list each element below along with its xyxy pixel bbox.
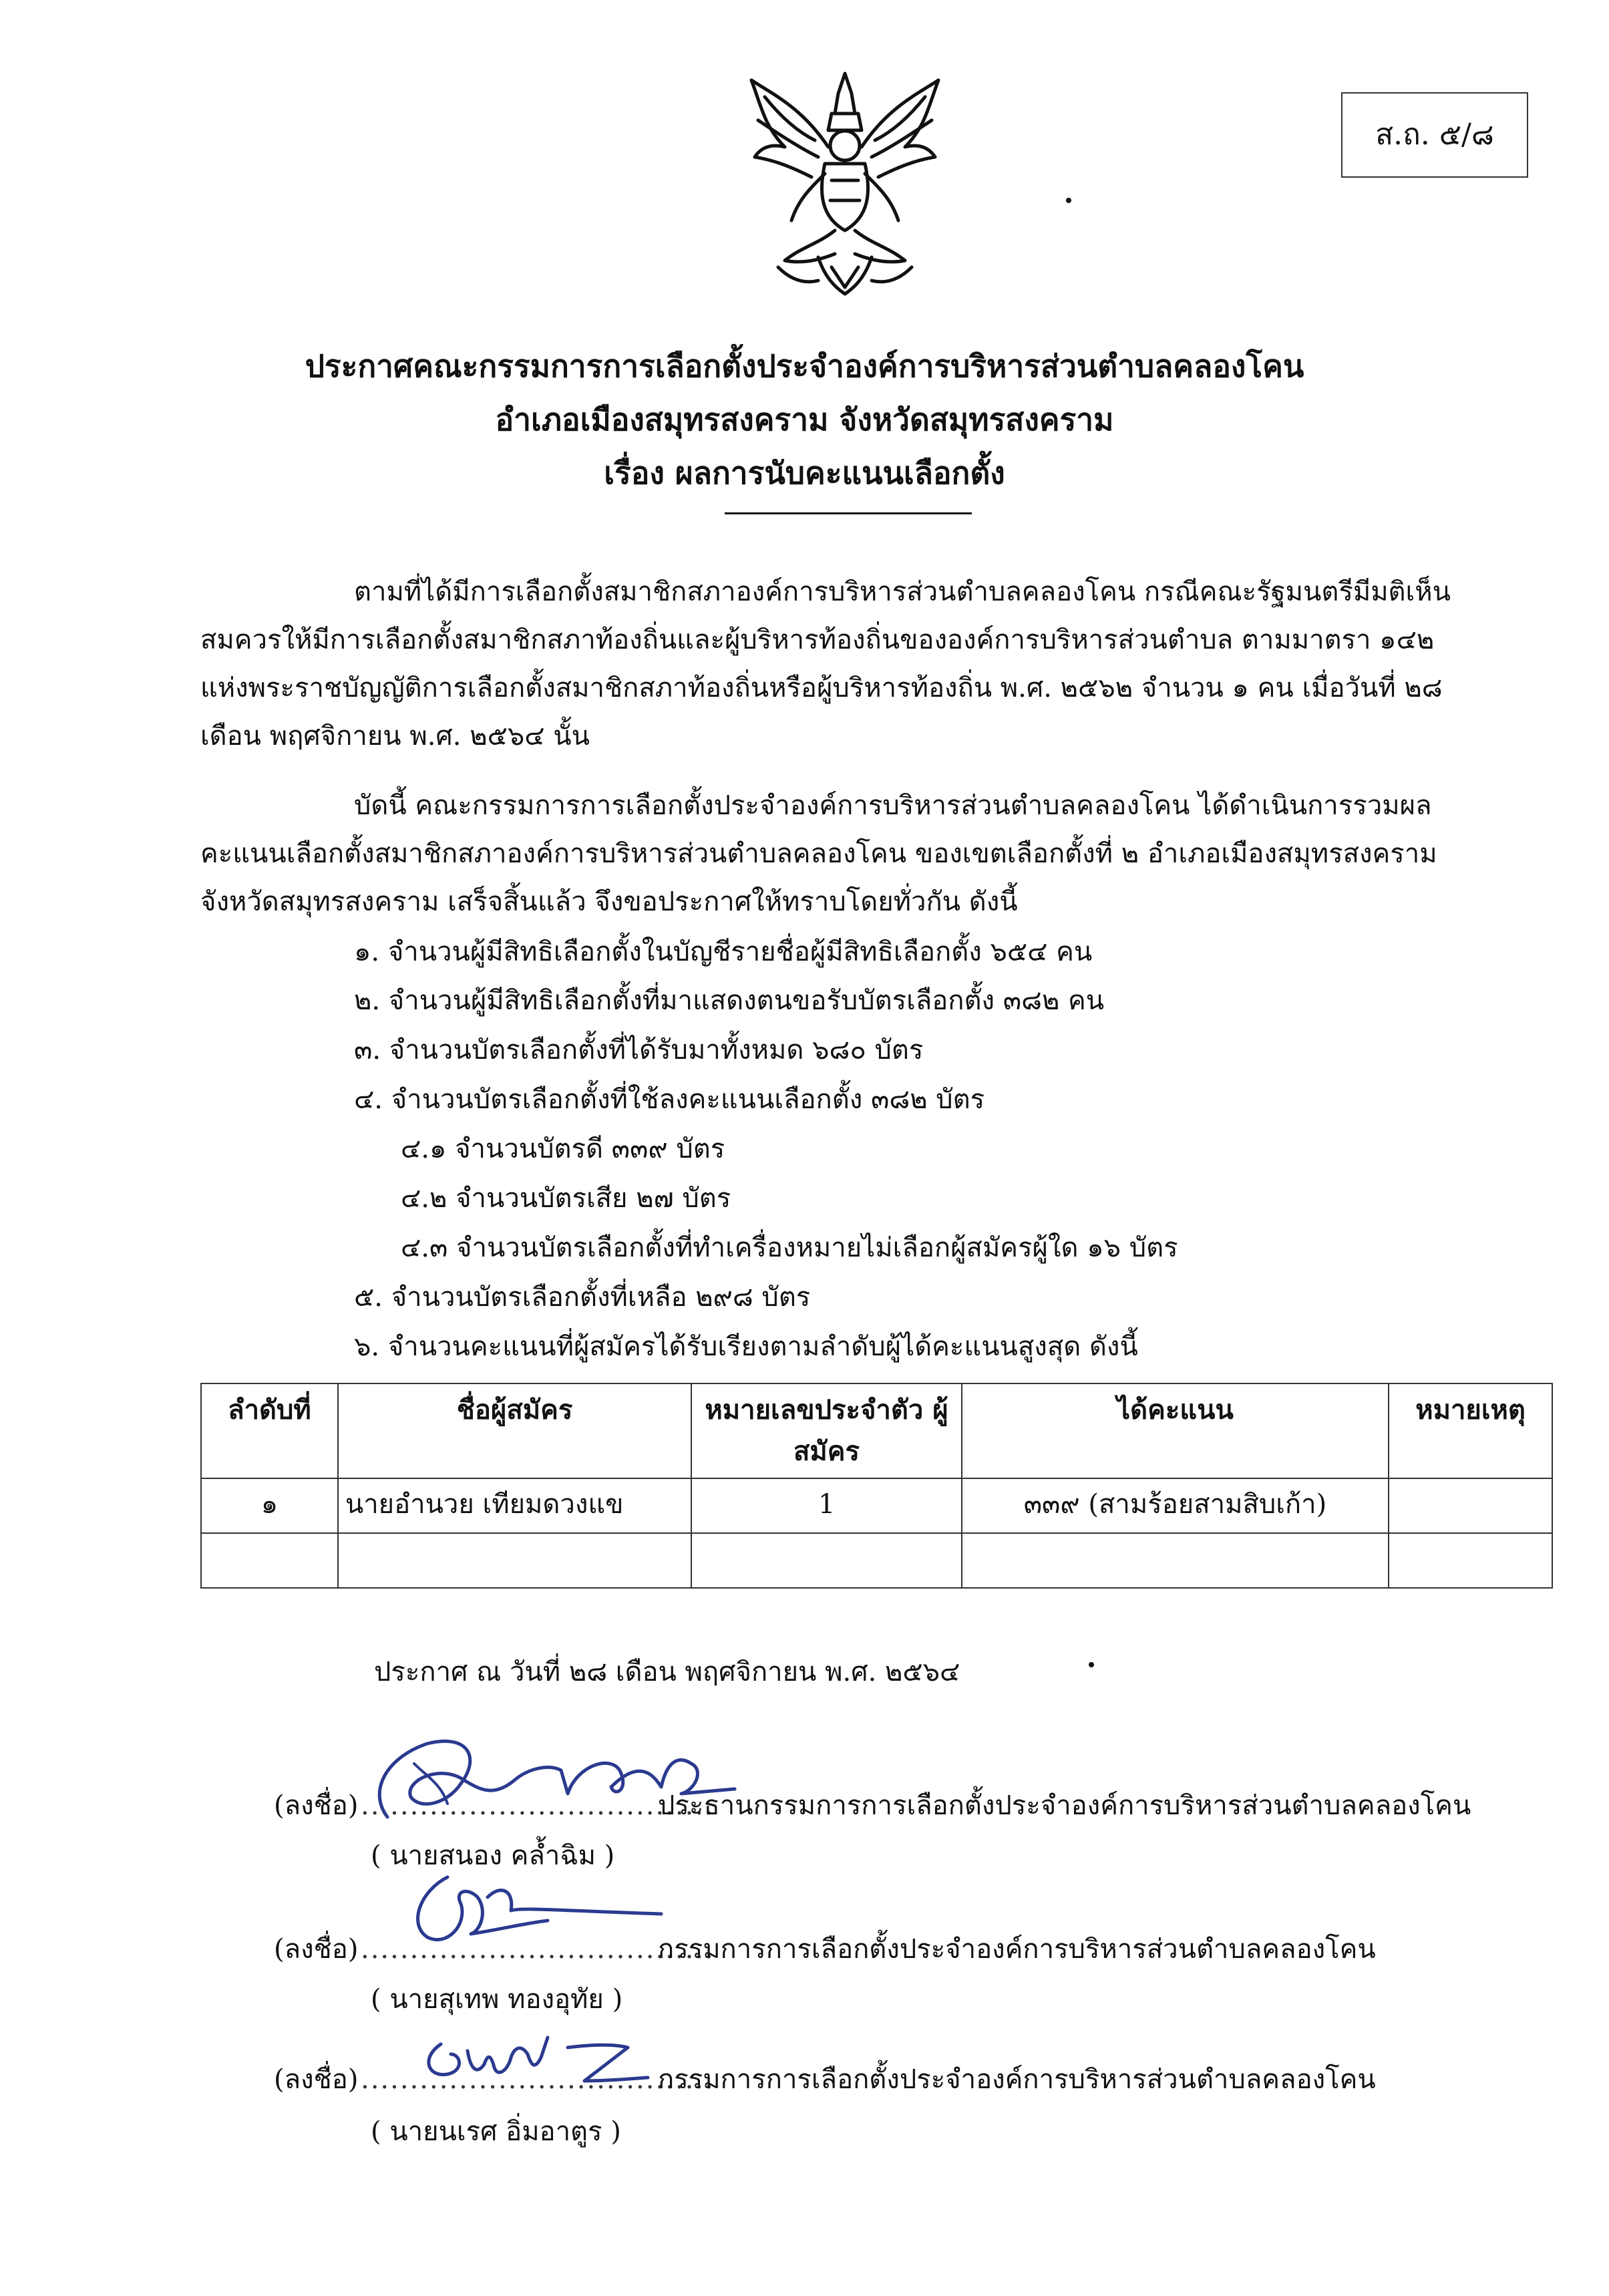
paragraph-1-text: ตามที่ได้มีการเลือกตั้งสมาชิกสภาองค์การบริหารส่วนตำบลคลองโคน กรณีคณะรัฐมนตรีมีมติเห็นสมควรให้มีการเลือกตั้งสมาชิกสภาท้องถิ่นและผู้บริหารท้องถิ่นขององค์การบริหารส่วนตำบล ตามมาตรา ๑๔๒ แห่งพระราชบัญญัติการเลือกตั้งสมาชิกสภาท้องถิ่นหรือผู้บริหารท้องถิ่น พ.ศ. ๒๕๖๒ จำนวน ๑ คน เมื่อวันที่ ๒๘ เดือน พฤศจิกายน พ.ศ. ๒๕๖๔ นั้น [200,577,1451,752]
paragraph-1 [200,568,1473,760]
cell-remarks [1389,1478,1552,1533]
paragraph-2-text: บัดนี้ คณะกรรมการการเลือกตั้งประจำองค์การบริหารส่วนตำบลคลองโคน ได้ดำเนินการรวมผลคะแนนเลือกตั้งสมาชิกสภาองค์การบริหารส่วนตำบลคลองโคน ของเขตเลือกตั้งที่ ๒ อำเภอเมืองสมุทรสงคราม จังหวัดสมุทรสงคราม เสร็จสิ้นแล้ว จึงขอประกาศให้ทราบโดยทั่วกัน ดังนี้ [200,790,1437,917]
signature-dots: .................................... [361,1790,715,1821]
form-code-box [1341,92,1528,178]
table-header-row [201,1383,1552,1478]
col-header-votes: ได้คะแนน [962,1383,1389,1478]
handwritten-signature-3 [414,2017,655,2098]
cell-remarks [1389,1533,1552,1588]
signer-name-3: ( นายนเรศ อิ่มอาตูร ) [371,2116,621,2147]
signature-dots: .................................... [361,1934,715,1965]
cell-order: ๑ [201,1478,338,1533]
item-6: ๖. จำนวนคะแนนที่ผู้สมัครได้รับเรียงตามลำดับผู้ได้คะแนนสูงสุด ดังนี้ [354,1331,1138,1362]
title-line-2: อำเภอเมืองสมุทรสงคราม จังหวัดสมุทรสงคราม [495,401,1114,438]
cell-candidate-name: นายอำนวย เทียมดวงแข [338,1478,691,1533]
announcement-date: ประกาศ ณ วันที่ ๒๘ เดือน พฤศจิกายน พ.ศ. ๒๕๖๔ [374,1657,960,1687]
col-header-candidate-number: หมายเลขประจำตัว ผู้สมัคร [691,1383,962,1478]
title-line-3: เรื่อง ผลการนับคะแนนเลือกตั้ง [604,455,1005,491]
signature-position: กรรมการการเลือกตั้งประจำองค์การบริหารส่วนตำบลคลองโคน [658,2064,1376,2095]
signature-label: (ลงชื่อ) [274,1790,359,1821]
item-4-3: ๔.๓ จำนวนบัตรเลือกตั้งที่ทำเครื่องหมายไม่เลือกผู้สมัครผู้ใด ๑๖ บัตร [401,1233,1178,1263]
form-code: ส.ถ. ๕/๘ [1375,118,1494,152]
garuda-emblem-icon [738,67,952,297]
signature-label: (ลงชื่อ) [274,2064,359,2095]
cell-candidate-number [691,1533,962,1588]
signer-name-1: ( นายสนอง คล้ำฉิม ) [371,1840,615,1871]
handwritten-signature-2 [387,1857,668,1964]
col-header-order: ลำดับที่ [201,1383,338,1478]
cell-order [201,1533,338,1588]
paragraph-2 [200,782,1473,926]
signature-dots: .................................... [361,2064,715,2095]
cell-candidate-number: 1 [691,1478,962,1533]
signature-position: กรรมการการเลือกตั้งประจำองค์การบริหารส่วนตำบลคลองโคน [658,1934,1376,1965]
cell-candidate-name [338,1533,691,1588]
item-4: ๔. จำนวนบัตรเลือกตั้งที่ใช้ลงคะแนนเลือกตั้ง ๓๘๒ บัตร [354,1084,985,1115]
item-1: ๑. จำนวนผู้มีสิทธิเลือกตั้งในบัญชีรายชื่อผู้มีสิทธิเลือกตั้ง ๖๕๔ คน [354,937,1093,967]
signature-label: (ลงชื่อ) [274,1934,359,1965]
signature-position: ประธานกรรมการการเลือกตั้งประจำองค์การบริหารส่วนตำบลคลองโคน [658,1790,1471,1821]
table-row [201,1533,1552,1588]
cell-votes: ๓๓๙ (สามร้อยสามสิบเก้า) [962,1478,1389,1533]
item-3: ๓. จำนวนบัตรเลือกตั้งที่ได้รับมาทั้งหมด ๖๘๐ บัตร [354,1035,924,1065]
results-table [200,1383,1553,1589]
item-2: ๒. จำนวนผู้มีสิทธิเลือกตั้งที่มาแสดงตนขอรับบัตรเลือกตั้ง ๓๘๒ คน [354,985,1105,1016]
table-row [201,1478,1552,1533]
col-header-remarks: หมายเหตุ [1389,1383,1552,1478]
col-header-candidate-name: ชื่อผู้สมัคร [338,1383,691,1478]
item-4-2: ๔.๒ จำนวนบัตรเสีย ๒๗ บัตร [401,1183,731,1214]
title-divider [725,512,972,514]
cell-votes [962,1533,1389,1588]
item-4-1: ๔.๑ จำนวนบัตรดี ๓๓๙ บัตร [401,1134,725,1164]
stray-dot [1089,1662,1094,1667]
signer-name-2: ( นายสุเทพ ทองอุทัย ) [371,1984,623,2015]
title-line-1: ประกาศคณะกรรมการการเลือกตั้งประจำองค์การบริหารส่วนตำบลคลองโคน [305,348,1304,384]
handwritten-signature-1 [347,1717,741,1844]
stray-dot [1066,198,1071,203]
item-5: ๕. จำนวนบัตรเลือกตั้งที่เหลือ ๒๙๘ บัตร [354,1282,811,1313]
